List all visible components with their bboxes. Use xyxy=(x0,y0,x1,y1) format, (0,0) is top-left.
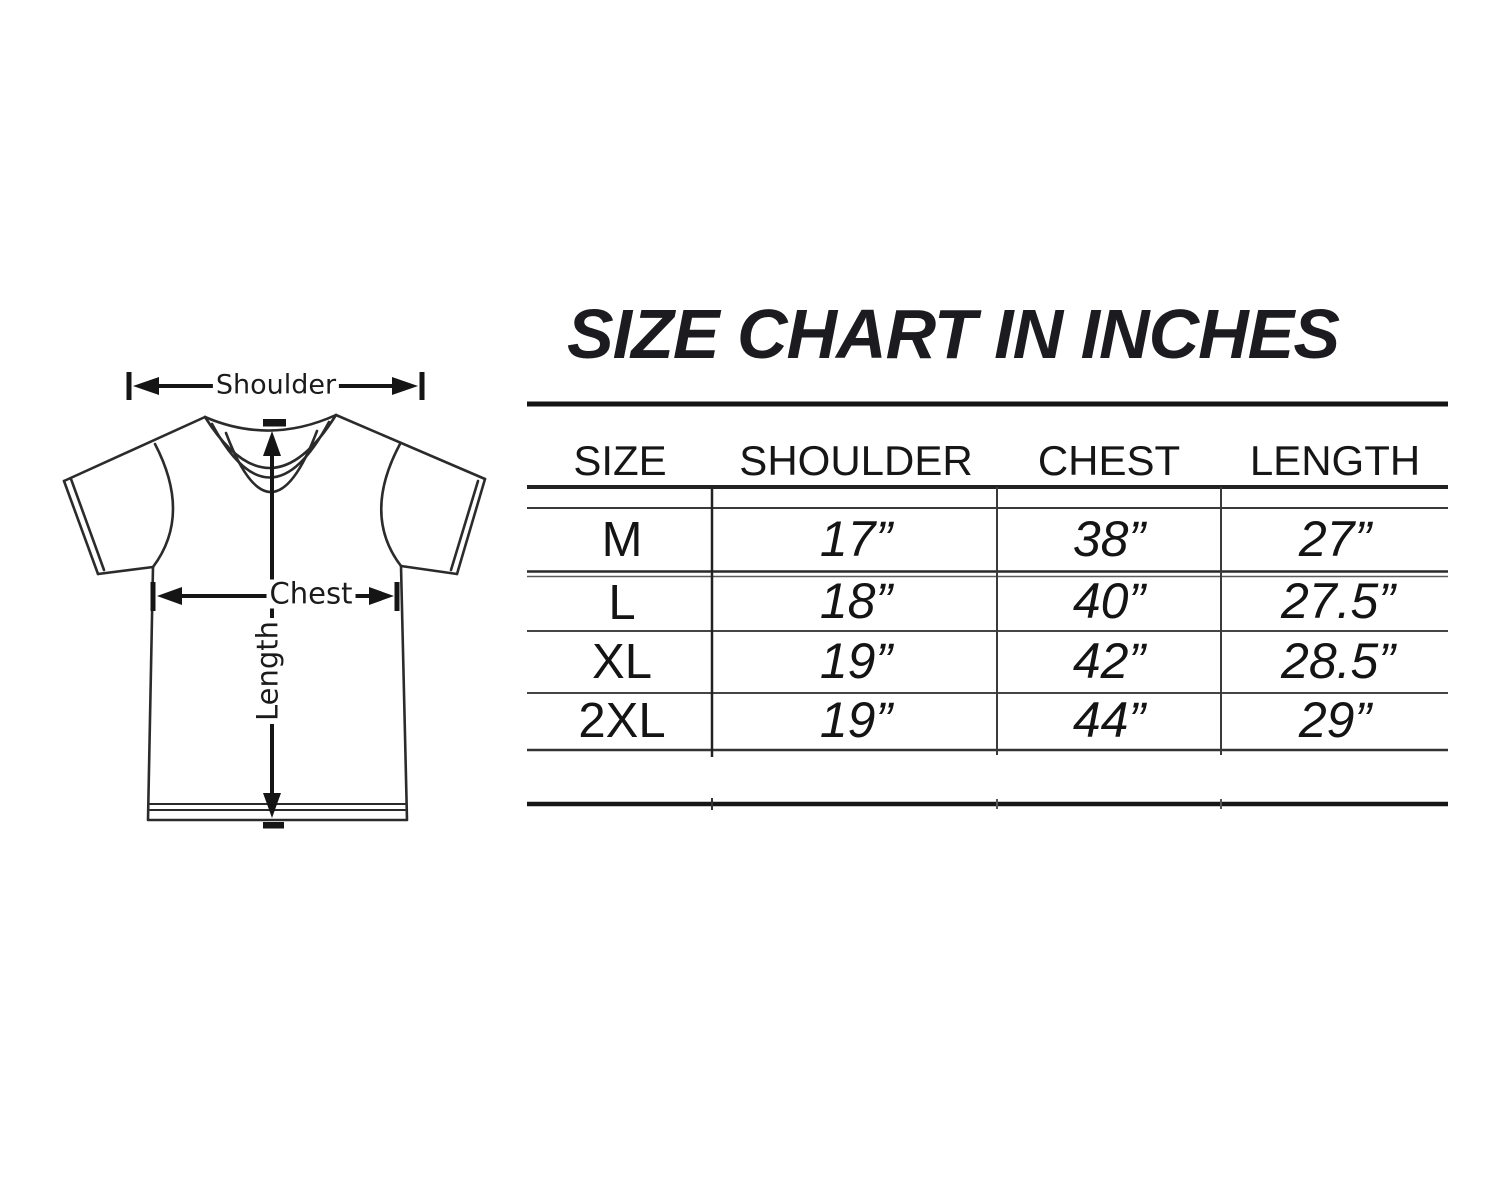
chest-measure-label: Chest xyxy=(267,580,356,609)
length-measure-label: Length xyxy=(254,618,283,724)
length-cell: 27.5” xyxy=(1281,573,1395,629)
page-title: SIZE CHART IN INCHES xyxy=(566,295,1340,373)
length-cell: 27” xyxy=(1298,511,1372,567)
column-header-shoulder: SHOULDER xyxy=(739,437,973,484)
chest-cell: 42” xyxy=(1072,633,1146,689)
length-cell: 28.5” xyxy=(1281,633,1395,689)
column-header-chest: CHEST xyxy=(1037,437,1181,484)
shoulder-measure-label: Shoulder xyxy=(213,372,339,399)
shoulder-cell: 17” xyxy=(819,511,893,567)
shoulder-cell: 18” xyxy=(819,573,893,629)
size-cell: 2XL xyxy=(578,694,666,748)
size-cell: XL xyxy=(592,635,652,689)
chest-cell: 38” xyxy=(1072,511,1146,567)
column-header-length: LENGTH xyxy=(1249,437,1421,484)
shoulder-cell: 19” xyxy=(819,633,893,689)
chest-cell: 40” xyxy=(1072,573,1146,629)
length-cell: 29” xyxy=(1298,692,1372,748)
column-header-size: SIZE xyxy=(573,437,667,484)
chest-cell: 44” xyxy=(1072,692,1146,748)
size-cell: M xyxy=(601,513,643,567)
size-cell: L xyxy=(608,576,636,630)
shoulder-cell: 19” xyxy=(819,692,893,748)
